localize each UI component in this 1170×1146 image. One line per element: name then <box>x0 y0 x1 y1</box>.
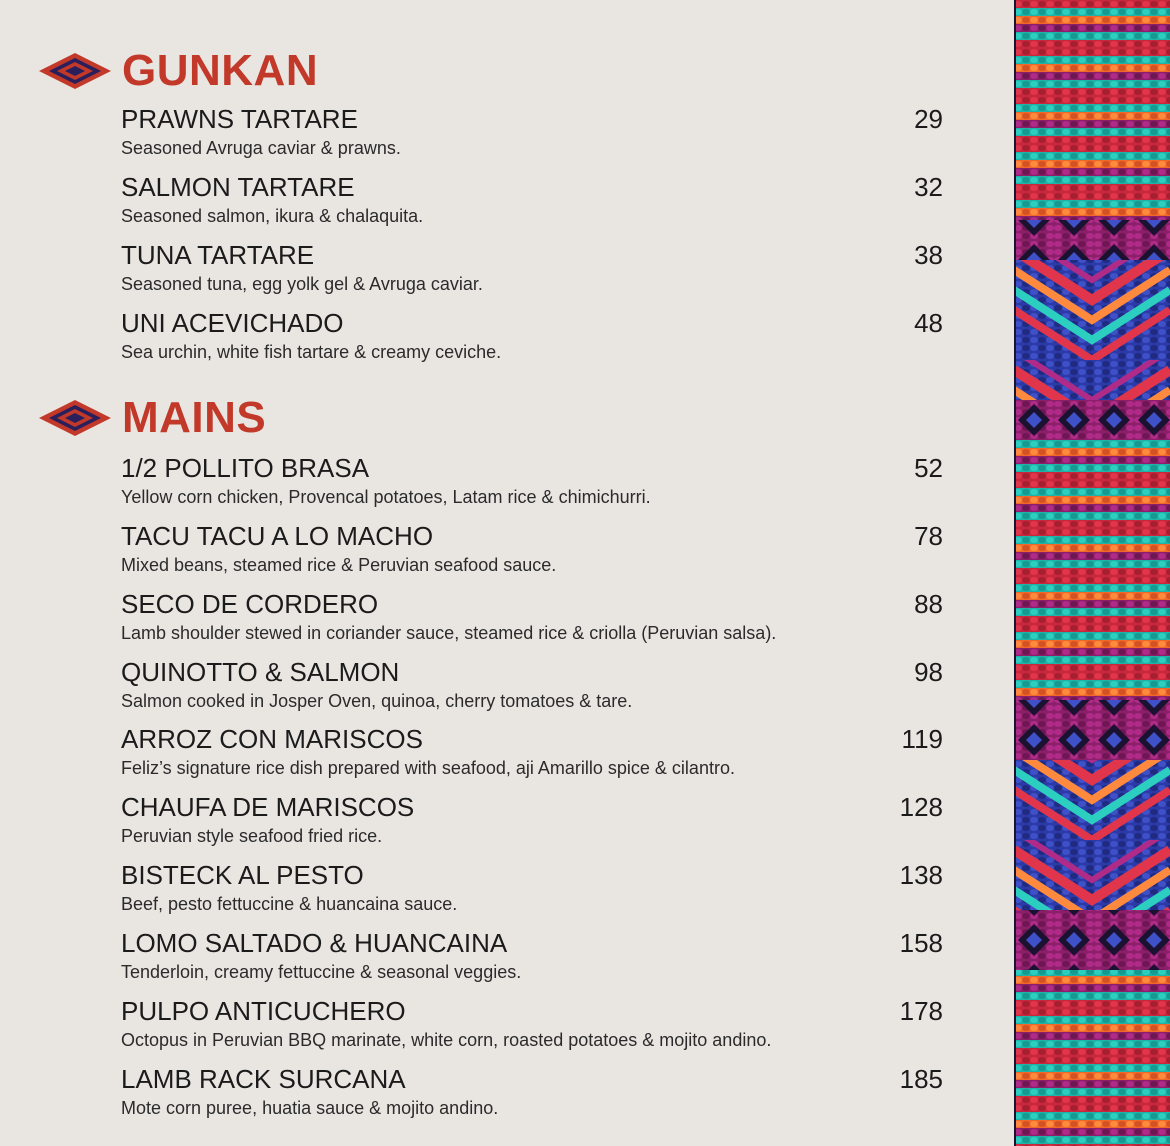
section-header-mains <box>38 393 266 443</box>
item-name: TACU TACU A LO MACHO <box>121 521 434 551</box>
item-name: 1/2 POLLITO BRASA <box>121 453 370 483</box>
menu-item <box>121 589 943 649</box>
item-description: Seasoned salmon, ikura & chalaquita. <box>121 206 424 226</box>
item-name: SECO DE CORDERO <box>121 589 379 619</box>
woven-textile-border <box>1014 0 1170 1146</box>
item-price: 158 <box>899 928 943 958</box>
section-title: MAINS <box>122 393 267 442</box>
item-description: Salmon cooked in Josper Oven, quinoa, cherry tomatoes & tare. <box>121 691 633 711</box>
item-description: Peruvian style seafood fried rice. <box>121 826 383 846</box>
item-description: Feliz’s signature rice dish prepared with seafood, aji Amarillo spice & cilantro. <box>121 758 735 778</box>
item-price: 98 <box>914 657 943 687</box>
item-name: CHAUFA DE MARISCOS <box>121 792 415 822</box>
item-description: Mixed beans, steamed rice & Peruvian seafood sauce. <box>121 555 557 575</box>
item-price: 128 <box>899 792 943 822</box>
item-name: SALMON TARTARE <box>121 172 355 202</box>
item-price: 78 <box>914 521 943 551</box>
menu-item <box>121 657 943 717</box>
menu-item <box>121 240 943 300</box>
item-description: Tenderloin, creamy fettuccine & seasonal veggies. <box>121 962 522 982</box>
menu-item <box>121 521 943 581</box>
menu-item <box>121 104 943 164</box>
item-name: ARROZ CON MARISCOS <box>121 724 423 754</box>
menu-item <box>121 172 943 232</box>
item-price: 119 <box>901 724 943 754</box>
section-header-gunkan <box>38 46 318 96</box>
menu-item <box>121 1064 943 1124</box>
item-price: 185 <box>899 1064 943 1094</box>
item-name: BISTECK AL PESTO <box>121 860 364 890</box>
item-name: LOMO SALTADO & HUANCAINA <box>121 928 508 958</box>
item-price: 52 <box>914 453 943 483</box>
menu-item <box>121 860 943 920</box>
item-description: Beef, pesto fettuccine & huancaina sauce. <box>121 894 458 914</box>
item-name: PULPO ANTICUCHERO <box>121 996 406 1026</box>
item-name: LAMB RACK SURCANA <box>121 1064 406 1094</box>
item-description: Seasoned tuna, egg yolk gel & Avruga caviar. <box>121 274 483 294</box>
item-price: 32 <box>914 172 943 202</box>
menu-item <box>121 928 943 988</box>
diamond-ornament-icon <box>38 399 112 437</box>
menu-item <box>121 724 943 784</box>
menu-item <box>121 792 943 852</box>
item-description: Sea urchin, white fish tartare & creamy ceviche. <box>121 342 502 362</box>
item-price: 38 <box>914 240 943 270</box>
item-description: Seasoned Avruga caviar & prawns. <box>121 138 401 158</box>
section-title: GUNKAN <box>122 46 319 95</box>
item-name: QUINOTTO & SALMON <box>121 657 400 687</box>
menu-item <box>121 308 943 368</box>
item-description: Mote corn puree, huatia sauce & mojito andino. <box>121 1098 499 1118</box>
menu-item <box>121 996 943 1056</box>
item-name: TUNA TARTARE <box>121 240 315 270</box>
item-description: Octopus in Peruvian BBQ marinate, white corn, roasted potatoes & mojito andino. <box>121 1030 772 1050</box>
item-name: UNI ACEVICHADO <box>121 308 344 338</box>
item-price: 48 <box>914 308 943 338</box>
item-price: 88 <box>914 589 943 619</box>
item-price: 29 <box>914 104 943 134</box>
item-description: Lamb shoulder stewed in coriander sauce, steamed rice & criolla (Peruvian salsa). <box>121 623 777 643</box>
item-description: Yellow corn chicken, Provencal potatoes, Latam rice & chimichurri. <box>121 487 651 507</box>
item-name: PRAWNS TARTARE <box>121 104 358 134</box>
item-price: 178 <box>899 996 943 1026</box>
item-price: 138 <box>899 860 943 890</box>
menu-item <box>121 453 943 513</box>
diamond-ornament-icon <box>38 52 112 90</box>
